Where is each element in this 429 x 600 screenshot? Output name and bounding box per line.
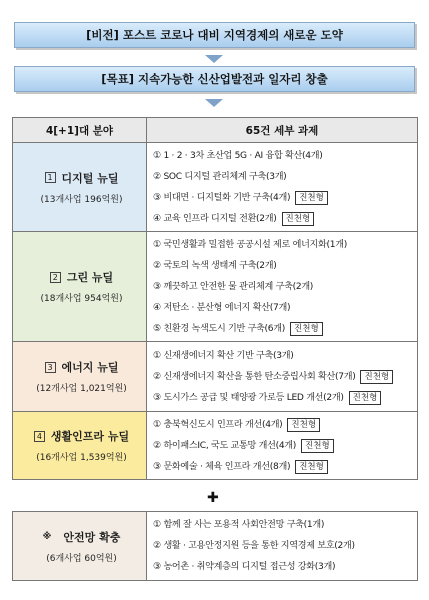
table-row-safety-net bbox=[13, 512, 418, 581]
task-item: ③ 농어촌 · 취약계층의 디지털 접근성 강화(3개) bbox=[153, 562, 336, 572]
task-list-green bbox=[147, 232, 418, 342]
jincheon-tag: 진천형 bbox=[301, 439, 334, 453]
new-deal-table bbox=[12, 117, 418, 480]
table-row-digital bbox=[13, 143, 418, 232]
down-arrow-icon bbox=[205, 55, 223, 63]
jincheon-tag: 진천형 bbox=[349, 391, 382, 405]
area-number-box: 4 bbox=[34, 431, 45, 442]
vision-banner bbox=[14, 22, 415, 48]
task-item: ③ 문화예술 · 체육 인프라 개선(8개) 진천형 bbox=[153, 456, 417, 477]
area-cell-living-infra bbox=[13, 412, 147, 480]
task-list-digital bbox=[147, 143, 418, 232]
jincheon-tag: 진천형 bbox=[360, 370, 393, 384]
task-item: ② SOC 디지털 관리체계 구축(3개) bbox=[153, 171, 287, 182]
task-item: ① 1 · 2 · 3차 초산업 5G · AI 융합 확산(4개) bbox=[153, 150, 323, 161]
table-header-row bbox=[13, 118, 418, 143]
area-budget: (12개사업 1,021억원) bbox=[36, 384, 127, 394]
jincheon-tag: 진천형 bbox=[287, 418, 320, 432]
area-cell-green bbox=[13, 232, 147, 342]
area-number-box: 3 bbox=[45, 362, 56, 373]
area-budget: (13개사업 196억원) bbox=[40, 194, 123, 205]
area-cell-safety-net bbox=[13, 512, 147, 581]
area-cell-energy bbox=[13, 342, 147, 412]
task-item: ① 충북혁신도시 인프라 개선(4개) 진천형 bbox=[153, 414, 417, 435]
vision-text: [비전] 포스트 코로나 대비 지역경제의 새로운 도약 bbox=[86, 28, 343, 42]
task-list-energy bbox=[147, 342, 418, 412]
task-item: ④ 저탄소 · 분산형 에너지 확산(7개) bbox=[153, 302, 291, 313]
area-budget: (18개사업 954억원) bbox=[40, 294, 123, 304]
area-name: 생활인프라 뉴딜 bbox=[50, 430, 130, 443]
col2-header: 65건 세부 과제 bbox=[147, 118, 418, 143]
jincheon-tag: 진천형 bbox=[290, 322, 323, 336]
area-name: 디지털 뉴딜 bbox=[61, 171, 119, 185]
goal-banner bbox=[14, 66, 415, 92]
area-budget: (16개사업 1,539억원) bbox=[36, 453, 127, 463]
col1-header: 4[+1]대 분야 bbox=[13, 118, 147, 143]
table-row-energy bbox=[13, 342, 418, 412]
area-cell-digital bbox=[13, 143, 147, 232]
task-item: ① 함께 잘 사는 포용적 사회안전망 구축(1개) bbox=[153, 520, 325, 530]
task-item: ② 국토의 녹색 생태계 구축(2개) bbox=[153, 260, 277, 271]
task-item: ② 생활 · 고용안정지원 등을 통한 지역경제 보호(2개) bbox=[153, 541, 355, 551]
area-name: 그린 뉴딜 bbox=[66, 271, 114, 284]
jincheon-tag: 진천형 bbox=[295, 460, 328, 474]
table-row-green bbox=[13, 232, 418, 342]
reference-mark-icon: ※ bbox=[42, 531, 52, 542]
task-item: ② 하이패스IC, 국도 교통망 개선(4개) 진천형 bbox=[153, 435, 417, 456]
task-item: ③ 깨끗하고 안전한 물 관리체계 구축(2개) bbox=[153, 281, 314, 292]
down-arrow-icon bbox=[205, 99, 223, 107]
jincheon-tag: 진천형 bbox=[282, 212, 315, 226]
task-list-safety-net bbox=[147, 512, 418, 581]
task-item: ③ 비대면 · 디지털화 기반 구축(4개) 진천형 bbox=[153, 187, 417, 208]
jincheon-tag: 진천형 bbox=[295, 191, 328, 205]
area-name: 안전망 확충 bbox=[63, 530, 121, 544]
task-item: ② 신재생에너지 확산을 통한 탄소중립사회 확산(7개) 진천형 bbox=[153, 366, 417, 387]
area-number-box: 2 bbox=[50, 272, 61, 283]
task-item: ④ 교육 인프라 디지털 전환(2개) 진천형 bbox=[153, 208, 417, 229]
area-name: 에너지 뉴딜 bbox=[61, 361, 119, 374]
area-number-box: 1 bbox=[45, 172, 56, 183]
table-row-living-infra bbox=[13, 412, 418, 480]
task-item: ① 국민생활과 밀접한 공공시설 제로 에너지화(1개) bbox=[153, 239, 347, 250]
task-item: ③ 도시가스 공급 및 태양광 가로등 LED 개선(2개) 진천형 bbox=[153, 387, 417, 408]
goal-text: [목표] 지속가능한 신산업발전과 일자리 창출 bbox=[101, 72, 328, 86]
plus-icon: ✚ bbox=[207, 490, 219, 506]
safety-net-table bbox=[12, 511, 418, 581]
area-budget: (6개사업 60억원) bbox=[46, 553, 117, 564]
task-list-living-infra bbox=[147, 412, 418, 480]
task-item: ⑤ 친환경 녹색도시 기반 구축(6개) 진천형 bbox=[153, 318, 417, 339]
task-item: ① 신재생에너지 확산 기반 구축(3개) bbox=[153, 350, 294, 361]
